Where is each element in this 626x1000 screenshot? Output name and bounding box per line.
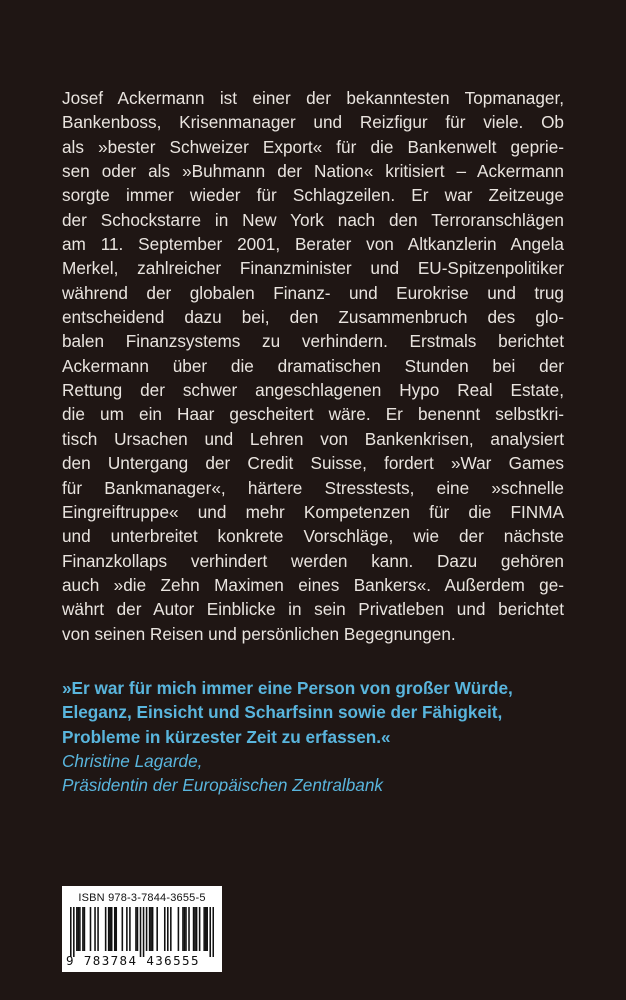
barcode-bar (108, 907, 110, 951)
blurb-line: balen Finanzsystems zu verhindern. Erstmals berichtet (62, 331, 564, 352)
blurb-line: den Untergang der Credit Suisse, fordert »War Games (62, 453, 564, 474)
blurb-line: auch »die Zehn Maximen eines Bankers«. Außerdem ge- (62, 574, 564, 595)
isbn-barcode-box (62, 886, 222, 972)
barcode-bar (76, 907, 78, 951)
barcode-bar (206, 907, 208, 951)
blurb-line: als »bester Schweizer Export« für die Bankenwelt geprie- (62, 136, 564, 157)
blurb-line: Finanzkollaps verhindert werden kann. Dazu gehören (62, 550, 564, 571)
barcode-bar (114, 907, 116, 951)
barcode-bar (97, 907, 99, 951)
barcode-bar (126, 907, 128, 951)
barcode-bar (193, 907, 195, 951)
blurb-line: sen oder als »Buhmann der Nation« kritisiert – Ackermann (62, 161, 564, 182)
barcode-bar (90, 907, 92, 951)
barcode-bar (188, 907, 190, 951)
barcode-bar (156, 907, 158, 951)
barcode-bar (115, 907, 117, 951)
blurb-line: für Bankmanager«, härtere Stresstests, eine »schnelle (62, 477, 564, 498)
barcode-bar (143, 907, 145, 957)
barcode-bar (164, 907, 166, 951)
barcode-bar (167, 907, 169, 951)
barcode-bar (196, 907, 198, 951)
blurb-line: von seinen Reisen und persönlichen Begegnungen. (62, 623, 456, 644)
barcode-bar (203, 907, 205, 951)
quote-line: Probleme in kürzester Zeit zu erfassen.« (62, 726, 391, 747)
barcode-bar (79, 907, 81, 951)
blurb-line: und unterbreitet konkrete Vorschläge, wie der nächste (62, 526, 564, 547)
barcode-bar (137, 907, 139, 951)
blurb-line: Eingreiftruppe« und mehr Kompetenzen für die FINMA (62, 501, 564, 522)
barcode-bar (140, 907, 142, 957)
barcode-image (70, 907, 214, 957)
barcode-bar (185, 907, 187, 951)
barcode-bar (78, 907, 80, 951)
barcode-bar (209, 907, 211, 957)
barcode-bar (152, 907, 154, 951)
blurb-line: währt der Autor Einblicke in sein Privatleben und berichtet (62, 599, 564, 620)
barcode-bar (199, 907, 201, 951)
barcode-bar (109, 907, 111, 951)
barcode-bar (70, 907, 72, 957)
barcode-bar (84, 907, 86, 951)
barcode-bar (178, 907, 180, 951)
barcode-bar (194, 907, 196, 951)
barcode-bar (184, 907, 186, 951)
blurb-line: entscheidend dazu bei, den Zusammenbruch des glo- (62, 307, 564, 328)
quote-line: Eleganz, Einsicht und Scharfsinn sowie der Fähigkeit, (62, 702, 503, 723)
blurb-line: Ackermann über die dramatischen Stunden bei der (62, 355, 564, 376)
endorsement-quote (62, 676, 572, 797)
barcode-bar (111, 907, 113, 951)
blurb-line: Josef Ackermann ist einer der bekanntesten Topmanager, (62, 88, 564, 108)
barcode-bar (149, 907, 151, 951)
barcode-bar (150, 907, 152, 951)
blurb-line: Bankenboss, Krisenmanager und Reizfigur für viele. Ob (62, 112, 564, 133)
quote-attribution-role: Präsidentin der Europäischen Zentralbank (62, 775, 384, 796)
barcode-bar (129, 907, 131, 951)
blurb-line: Rettung der schwer angeschlagenen Hypo Real Estate, (62, 380, 564, 401)
blurb-line: während der globalen Finanz- und Eurokrise und trug (62, 282, 564, 303)
blurb-line: die um ein Haar gescheitert wäre. Er benennt selbstkri- (62, 404, 564, 425)
blurb-text (62, 86, 564, 646)
barcode-bar (94, 907, 96, 951)
barcode-bar (122, 907, 124, 951)
barcode-bar (82, 907, 84, 951)
blurb-line: tisch Ursachen und Lehren von Bankenkrisen, analysiert (62, 428, 564, 449)
barcode-bar (73, 907, 75, 957)
quote-attribution-name: Christine Lagarde, (62, 750, 203, 771)
barcode-bar (146, 907, 148, 951)
barcode-bar (105, 907, 107, 951)
barcode-bar (170, 907, 172, 951)
barcode-bar (205, 907, 207, 951)
blurb-line: Merkel, zahlreicher Finanzminister und EU-Spitzenpolitiker (62, 258, 564, 279)
barcode-bar (212, 907, 214, 957)
barcode-bar (135, 907, 137, 951)
blurb-line: am 11. September 2001, Berater von Altkanzlerin Angela (62, 234, 564, 255)
barcode-bar (182, 907, 184, 951)
blurb-line: der Schockstarre in New York nach den Terroranschlägen (62, 209, 564, 230)
blurb-line: sorgte immer wieder für Schlagzeilen. Er war Zeitzeuge (62, 185, 564, 206)
isbn-label: ISBN 978-3-7844-3655-5 (78, 892, 206, 904)
barcode-digits: 9 783784 436555 (66, 953, 200, 968)
quote-line: »Er war für mich immer eine Person von großer Würde, (62, 678, 513, 698)
